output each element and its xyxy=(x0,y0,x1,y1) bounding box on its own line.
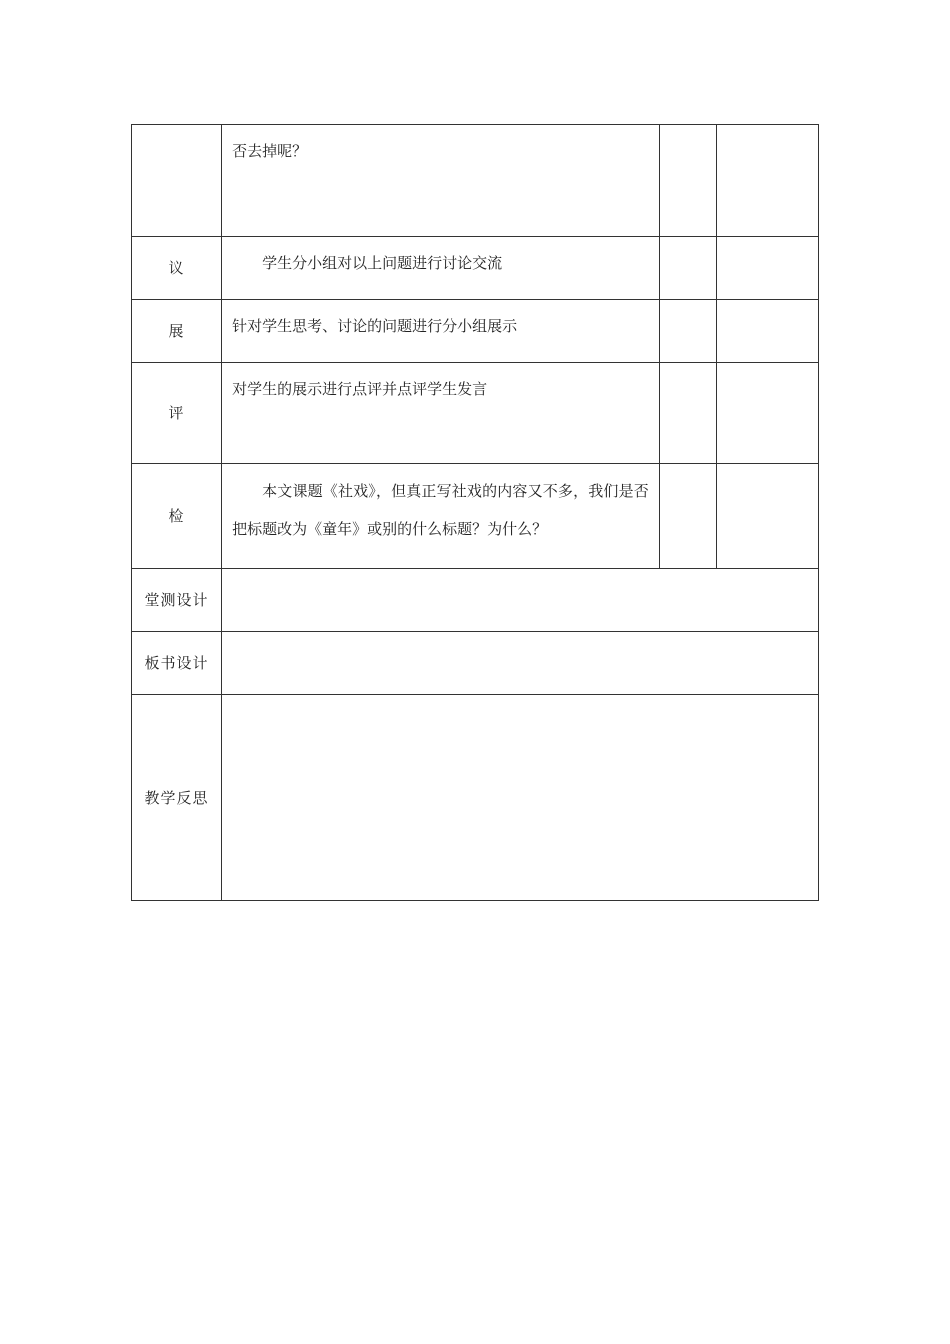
blank-cell xyxy=(716,464,818,569)
table-row xyxy=(132,464,819,569)
blank-cell xyxy=(659,125,716,237)
row-content-text: 否去掉呢？ xyxy=(232,142,308,160)
lesson-plan-table xyxy=(131,124,819,901)
table-row xyxy=(132,363,819,464)
row-label: 教学反思 xyxy=(132,695,222,901)
blank-cell xyxy=(659,237,716,300)
row-content-text: 对学生的展示进行点评并点评学生发言 xyxy=(232,380,488,398)
row-content-text: 学生分小组对以上问题进行讨论交流 xyxy=(262,254,503,272)
row-content xyxy=(222,695,819,901)
table-row xyxy=(132,237,819,300)
row-content xyxy=(222,363,660,464)
row-content xyxy=(222,125,660,237)
row-label: 展 xyxy=(132,300,222,363)
row-label xyxy=(132,125,222,237)
row-content-text: 本文课题《社戏》，但真正写社戏的内容又不多，我们是否把标题改为《童年》或别的什么标题？为什么？ xyxy=(232,482,649,538)
blank-cell xyxy=(716,363,818,464)
row-content xyxy=(222,300,660,363)
blank-cell xyxy=(716,237,818,300)
row-label: 板书设计 xyxy=(132,632,222,695)
blank-cell xyxy=(659,300,716,363)
blank-cell xyxy=(716,125,818,237)
row-label: 议 xyxy=(132,237,222,300)
row-content xyxy=(222,464,660,569)
row-label: 评 xyxy=(132,363,222,464)
row-content xyxy=(222,237,660,300)
table-row xyxy=(132,569,819,632)
row-content xyxy=(222,632,819,695)
blank-cell xyxy=(716,300,818,363)
table-row xyxy=(132,300,819,363)
row-content xyxy=(222,569,819,632)
blank-cell xyxy=(659,363,716,464)
table-row xyxy=(132,632,819,695)
row-label: 堂测设计 xyxy=(132,569,222,632)
blank-cell xyxy=(659,464,716,569)
table-row xyxy=(132,695,819,901)
row-label: 检 xyxy=(132,464,222,569)
row-content-text: 针对学生思考、讨论的问题进行分小组展示 xyxy=(232,317,518,335)
table-row xyxy=(132,125,819,237)
